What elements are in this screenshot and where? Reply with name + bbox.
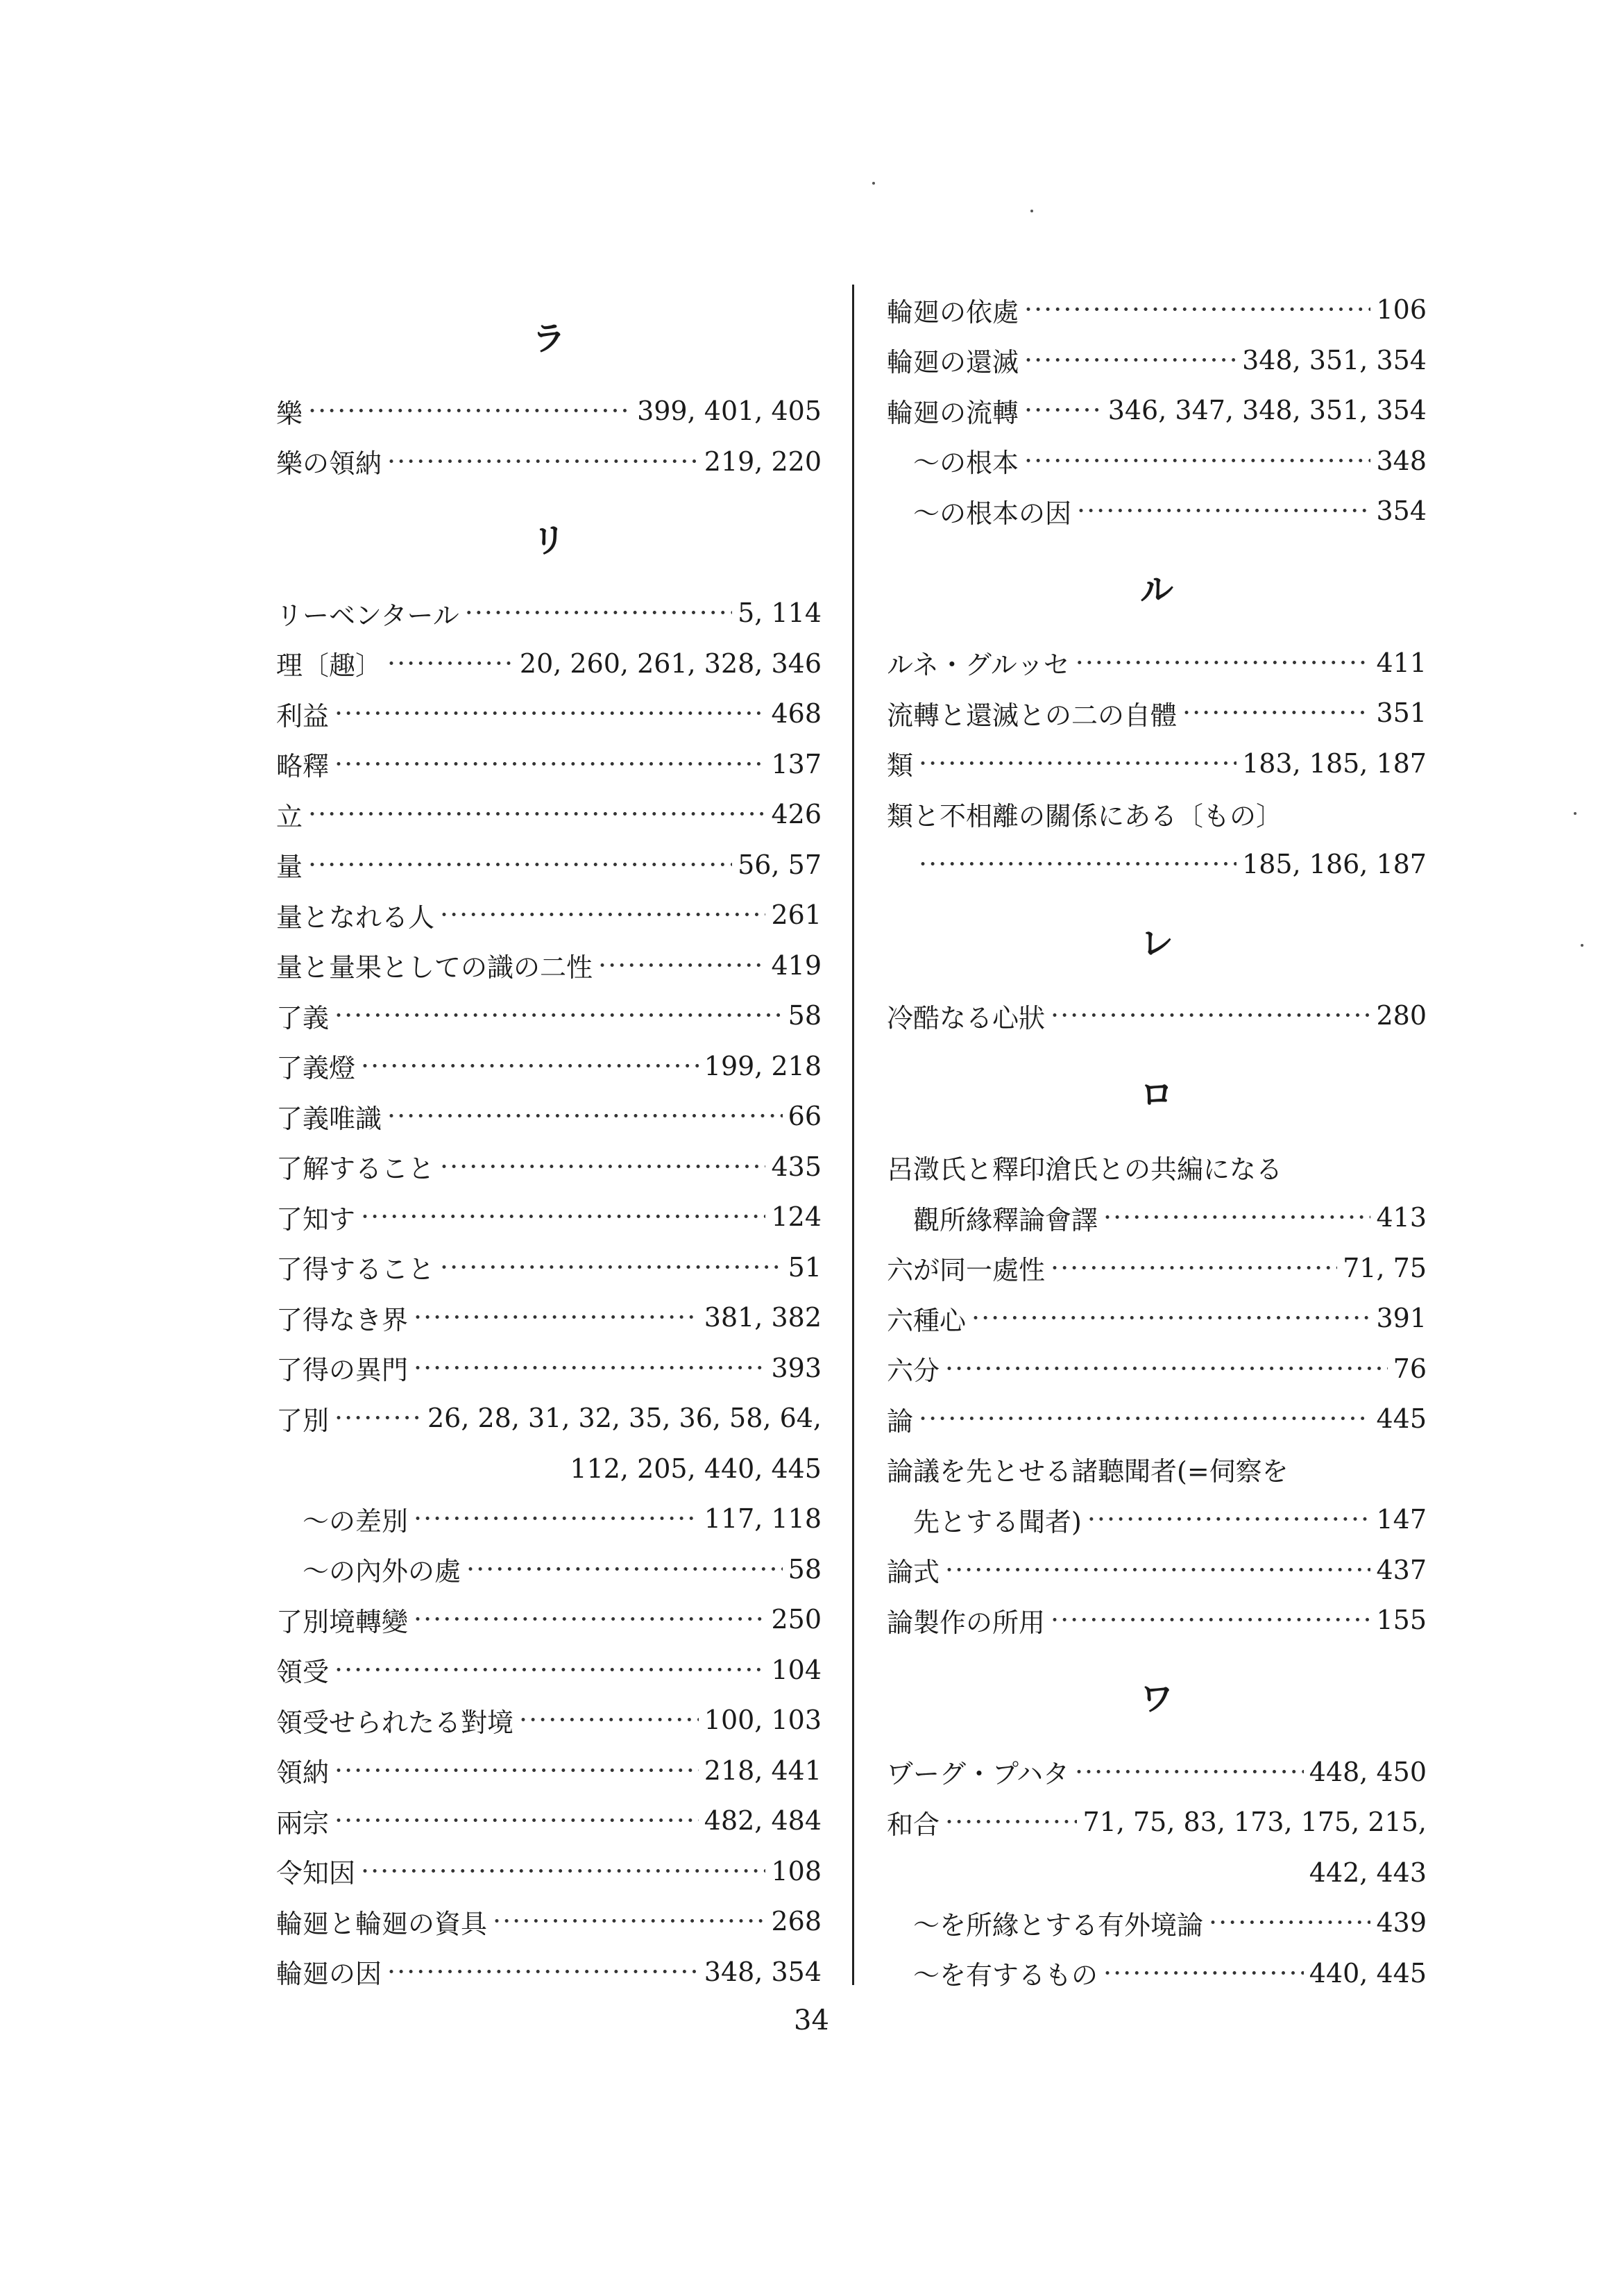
page-references: 58 — [788, 1000, 822, 1031]
index-entry — [887, 335, 1427, 386]
page-references: 348 — [1376, 445, 1427, 476]
page-references: 219, 220 — [704, 446, 822, 477]
leader-dots — [465, 598, 732, 628]
index-entry — [887, 1797, 1427, 1848]
page-references: 218, 441 — [704, 1755, 822, 1786]
paper-speck — [872, 182, 875, 185]
paper-speck — [1574, 812, 1577, 815]
page-references: 399, 401, 405 — [637, 396, 822, 427]
index-subentry — [887, 839, 1427, 890]
page-number: 34 — [794, 2004, 829, 2036]
leader-dots — [945, 1353, 1388, 1384]
page-references: 261 — [771, 900, 822, 931]
index-entry — [276, 1796, 822, 1846]
leader-dots — [414, 1503, 699, 1534]
page-references: 137 — [771, 748, 822, 779]
index-entry — [887, 385, 1427, 436]
index-entry-continuation — [887, 1848, 1427, 1898]
index-term: 領受 — [276, 1657, 330, 1688]
index-term: 〜を所緣とする有外境論 — [913, 1909, 1204, 1941]
leader-dots — [308, 396, 631, 426]
index-entry — [276, 1393, 822, 1444]
page-references: 280 — [1376, 1000, 1427, 1031]
index-entry — [276, 1695, 822, 1746]
index-subentry — [276, 1494, 822, 1544]
index-term: 立 — [276, 801, 303, 832]
page-references: 106 — [1376, 294, 1427, 326]
index-term: 輪廻の還滅 — [887, 347, 1019, 378]
page-references: 199, 218 — [704, 1050, 822, 1081]
leader-dots — [919, 1403, 1370, 1434]
page-references: 440, 445 — [1309, 1957, 1427, 1989]
page-references: 346, 347, 348, 351, 354 — [1107, 395, 1427, 426]
index-term: 輪廻の流轉 — [887, 397, 1019, 428]
leader-dots — [466, 1554, 783, 1585]
leader-dots — [308, 799, 765, 829]
index-term: ヷーグ・プハタ — [887, 1759, 1069, 1790]
index-entry — [276, 1091, 822, 1142]
leader-dots — [1051, 1000, 1370, 1031]
index-column-left — [276, 285, 822, 1997]
leader-dots — [387, 648, 514, 679]
index-subentry — [887, 486, 1427, 537]
section-heading: レ — [1139, 923, 1173, 963]
page-references: 426 — [771, 799, 822, 830]
page-references: 448, 450 — [1309, 1756, 1427, 1787]
leader-dots — [1051, 1253, 1337, 1283]
index-entry — [887, 738, 1427, 789]
index-term: 量 — [276, 852, 303, 883]
leader-dots — [1051, 1605, 1370, 1635]
leader-dots — [598, 950, 765, 981]
page-references: 5, 114 — [738, 598, 822, 629]
index-term: 論 — [887, 1406, 914, 1437]
leader-dots — [334, 1000, 783, 1031]
page-references: 437 — [1376, 1554, 1427, 1585]
page-references: 71, 75 — [1343, 1252, 1427, 1283]
leader-dots — [334, 749, 765, 779]
index-term: 了得の異門 — [276, 1355, 409, 1386]
index-term: 樂 — [276, 398, 303, 429]
leader-dots — [493, 1906, 765, 1936]
page-references: 26, 28, 31, 32, 35, 36, 58, 64, — [427, 1403, 822, 1434]
index-entry — [276, 1142, 822, 1192]
index-term: 令知因 — [276, 1858, 356, 1889]
leader-dots — [1076, 648, 1371, 678]
index-entry — [887, 1595, 1427, 1646]
leader-dots — [334, 1805, 699, 1836]
index-entry — [887, 1293, 1427, 1344]
index-entry-multiline — [887, 1444, 1427, 1495]
index-term: 論議を先とせる諸聽聞者(=伺察を — [887, 1456, 1289, 1487]
page-references: 56, 57 — [738, 849, 822, 880]
leader-dots — [1103, 1202, 1370, 1233]
leader-dots — [919, 748, 1237, 779]
index-term: 論式 — [887, 1557, 940, 1588]
leader-dots — [919, 849, 1237, 879]
page-references: 108 — [771, 1855, 822, 1886]
index-entry — [276, 386, 822, 437]
index-entry — [887, 1747, 1427, 1798]
leader-dots — [334, 698, 765, 729]
page-references: 112, 205, 440, 445 — [570, 1453, 822, 1484]
page-references: 58 — [788, 1553, 822, 1585]
index-entry — [887, 1243, 1427, 1294]
index-term: 六分 — [887, 1356, 940, 1387]
index-term: 〜の差別 — [303, 1505, 409, 1537]
index-entry — [887, 638, 1427, 689]
index-term: リーベンタール — [276, 600, 459, 631]
index-term: 了知す — [276, 1204, 356, 1235]
index-term: 了義 — [276, 1002, 330, 1033]
index-term: 呂澂氏と釋印滄氏との共編になる — [887, 1154, 1283, 1185]
index-term: 略釋 — [276, 751, 330, 782]
page-references: 393 — [771, 1352, 822, 1383]
index-entry — [276, 639, 822, 689]
leader-dots — [387, 1957, 699, 1987]
leader-dots — [361, 1201, 765, 1232]
index-term: 輪廻の因 — [276, 1959, 382, 1990]
page-references: 147 — [1376, 1504, 1427, 1535]
index-entry — [276, 789, 822, 840]
index-term: 六が同一處性 — [887, 1255, 1046, 1286]
leader-dots — [1024, 294, 1370, 325]
index-entry — [276, 990, 822, 1041]
leader-dots — [440, 1252, 783, 1283]
page-references: 66 — [788, 1101, 822, 1132]
index-term: 了義燈 — [276, 1053, 356, 1084]
section-heading: ロ — [1139, 1075, 1173, 1114]
page-references: 51 — [788, 1251, 822, 1283]
index-term: 領受せられたる對境 — [276, 1707, 514, 1738]
index-entry — [276, 1645, 822, 1696]
index-entry-continuation — [276, 1444, 822, 1494]
leader-dots — [334, 1655, 765, 1685]
page-references: 439 — [1376, 1907, 1427, 1939]
index-term: 理〔趣〕 — [276, 650, 382, 682]
page-references: 348, 351, 354 — [1242, 344, 1427, 375]
section-heading: ル — [1139, 571, 1173, 609]
index-term: 流轉と還滅との二の自體 — [887, 700, 1178, 731]
index-term: 量と量果としての識の二性 — [276, 952, 593, 984]
index-subentry — [887, 1494, 1427, 1545]
page-references: 413 — [1376, 1202, 1427, 1233]
index-term: 了得なき界 — [276, 1304, 409, 1335]
index-entry — [276, 840, 822, 890]
page-references: 183, 185, 187 — [1242, 748, 1427, 779]
page-references: 20, 260, 261, 328, 346 — [519, 648, 822, 679]
leader-dots — [414, 1604, 765, 1635]
index-term: 冷酷なる心狀 — [887, 1002, 1046, 1033]
index-entry-multiline — [887, 1142, 1427, 1193]
index-term: 利益 — [276, 700, 330, 732]
index-term: 輪廻と輪廻の資具 — [276, 1908, 488, 1939]
page-references: 445 — [1376, 1403, 1427, 1435]
index-entry — [276, 1746, 822, 1796]
index-term: 類と不相離の關係にある〔もの〕 — [887, 800, 1283, 832]
index-entry — [887, 285, 1427, 335]
section-heading: リ — [532, 521, 566, 560]
index-entry — [276, 739, 822, 790]
page-references: 442, 443 — [1309, 1857, 1427, 1888]
index-entry — [276, 1947, 822, 1998]
index-entry — [276, 890, 822, 940]
index-entry — [276, 437, 822, 487]
index-entry — [887, 688, 1427, 738]
index-term: ルネ・グルッセ — [887, 650, 1070, 681]
index-entry — [276, 588, 822, 639]
leader-dots — [1024, 345, 1237, 375]
leader-dots — [308, 850, 732, 880]
index-entry — [887, 990, 1427, 1041]
leader-dots — [1024, 446, 1370, 476]
index-entry — [887, 1394, 1427, 1444]
index-subentry — [887, 436, 1427, 487]
index-term: 〜を有するもの — [913, 1960, 1098, 1991]
leader-dots — [945, 1555, 1370, 1585]
index-entry — [276, 1242, 822, 1293]
index-column-right — [887, 285, 1427, 1998]
paper-speck — [1581, 944, 1583, 947]
index-term: 輪廻の依處 — [887, 296, 1019, 328]
index-entry — [276, 1041, 822, 1092]
leader-dots — [971, 1303, 1370, 1333]
leader-dots — [519, 1705, 699, 1735]
leader-dots — [334, 1755, 699, 1786]
page-references: 419 — [771, 949, 822, 981]
leader-dots — [1077, 496, 1370, 526]
leader-dots — [414, 1302, 699, 1333]
index-entry — [887, 1344, 1427, 1394]
index-term: 了解すること — [276, 1154, 435, 1185]
index-entry — [887, 1545, 1427, 1596]
index-entry — [276, 1846, 822, 1897]
index-subentry — [276, 1544, 822, 1595]
leader-dots — [334, 1403, 422, 1433]
page-references: 76 — [1393, 1353, 1427, 1384]
leader-dots — [1103, 1958, 1304, 1989]
index-term: 了別 — [276, 1405, 330, 1436]
index-term: 論製作の所用 — [887, 1607, 1046, 1638]
leader-dots — [1075, 1757, 1304, 1787]
leader-dots — [440, 900, 765, 930]
index-term: 了義唯識 — [276, 1103, 382, 1134]
index-subentry — [887, 1898, 1427, 1948]
page-references: 185, 186, 187 — [1242, 848, 1427, 879]
index-subentry — [887, 1192, 1427, 1243]
page-references: 348, 354 — [704, 1956, 822, 1987]
index-term: 先とする聞者) — [913, 1506, 1082, 1537]
paper-speck — [1030, 210, 1033, 212]
page-references: 391 — [1376, 1303, 1427, 1334]
leader-dots — [387, 1101, 783, 1131]
index-entry — [276, 689, 822, 739]
index-term: 了別境轉變 — [276, 1606, 409, 1637]
page-references: 482, 484 — [704, 1805, 822, 1837]
page-references: 250 — [771, 1604, 822, 1635]
page-references: 124 — [771, 1201, 822, 1233]
section-heading: ラ — [532, 319, 566, 358]
index-term: 兩宗 — [276, 1807, 330, 1839]
page-references: 435 — [771, 1151, 822, 1182]
index-entry — [276, 1594, 822, 1645]
index-entry — [276, 1896, 822, 1947]
leader-dots — [945, 1807, 1077, 1837]
index-subentry — [887, 1948, 1427, 1999]
column-divider — [852, 285, 854, 1985]
leader-dots — [361, 1856, 765, 1886]
page-references: 354 — [1376, 496, 1427, 527]
leader-dots — [361, 1051, 699, 1081]
index-entry — [276, 1343, 822, 1394]
index-term: 和合 — [887, 1809, 940, 1840]
leader-dots — [1024, 395, 1103, 425]
index-term: 量となれる人 — [276, 902, 435, 933]
page-references: 100, 103 — [704, 1705, 822, 1736]
index-term: 樂の領納 — [276, 448, 382, 480]
index-term: 〜の根本の因 — [913, 498, 1072, 529]
leader-dots — [387, 446, 699, 477]
leader-dots — [440, 1151, 765, 1182]
page-references: 104 — [771, 1654, 822, 1685]
index-term: 觀所緣釋論會譯 — [913, 1204, 1098, 1235]
section-heading: ワ — [1139, 1680, 1173, 1719]
index-entry — [276, 1292, 822, 1343]
page-references: 268 — [771, 1906, 822, 1937]
leader-dots — [414, 1353, 765, 1383]
index-term: 〜の根本 — [913, 448, 1019, 479]
index-term: 類 — [887, 750, 914, 782]
leader-dots — [1087, 1504, 1371, 1535]
index-term: 〜の內外の處 — [303, 1556, 461, 1587]
leader-dots — [1209, 1907, 1370, 1938]
page-references: 351 — [1376, 698, 1427, 729]
index-entry — [276, 1192, 822, 1242]
page-references: 71, 75, 83, 173, 175, 215, — [1082, 1807, 1427, 1838]
index-entry — [276, 940, 822, 991]
leader-dots — [1182, 698, 1370, 728]
page-references: 468 — [771, 698, 822, 729]
index-term: 六種心 — [887, 1305, 967, 1336]
index-entry-multiline — [887, 788, 1427, 839]
index-term: 領納 — [276, 1757, 330, 1789]
index-term: 了得すること — [276, 1254, 435, 1285]
page-references: 155 — [1376, 1605, 1427, 1636]
page-references: 411 — [1376, 647, 1427, 678]
page-references: 117, 118 — [704, 1503, 822, 1535]
page-references: 381, 382 — [704, 1302, 822, 1333]
